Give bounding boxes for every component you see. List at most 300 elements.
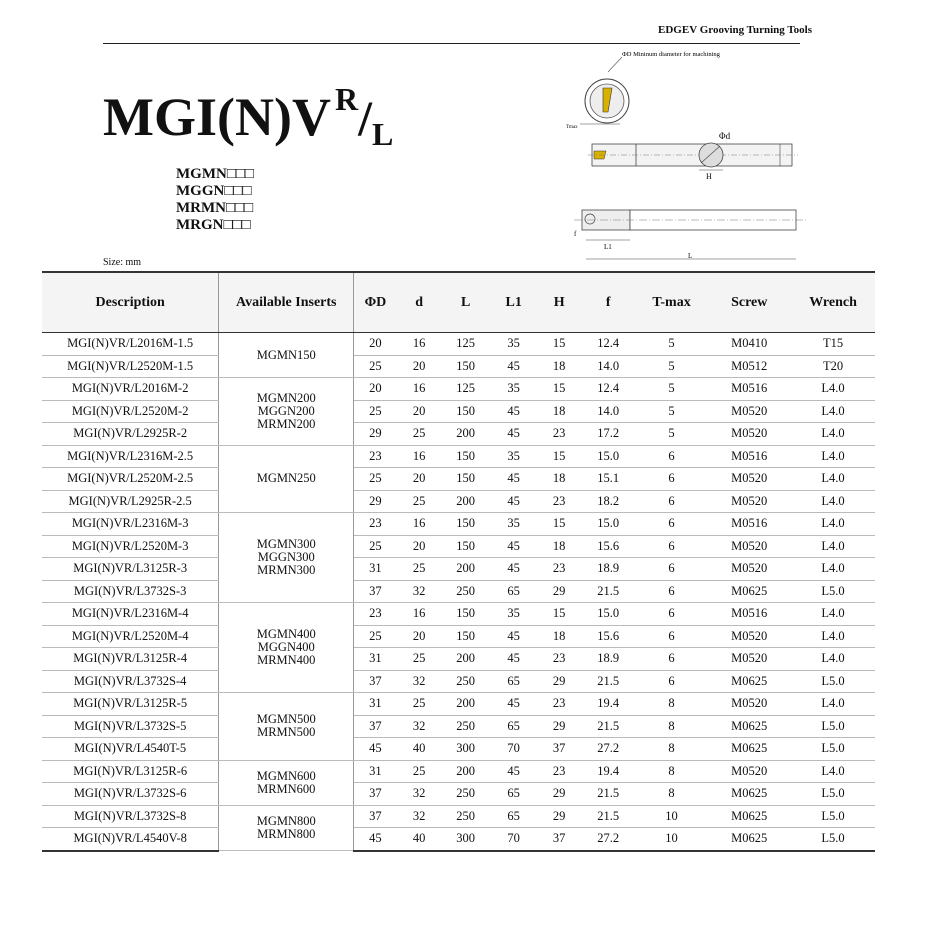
phiD-cell: 20 bbox=[354, 333, 397, 356]
inserts-cell bbox=[219, 378, 354, 446]
screw-cell: M0520 bbox=[707, 625, 791, 648]
phiD-cell: 37 bbox=[354, 805, 397, 828]
L1-cell: 45 bbox=[490, 760, 538, 783]
d-cell: 25 bbox=[397, 558, 442, 581]
L-cell: 150 bbox=[442, 400, 490, 423]
description-cell: MGI(N)VR/L3732S-6 bbox=[42, 783, 219, 806]
L1-cell: 45 bbox=[490, 535, 538, 558]
wrench-cell: L4.0 bbox=[791, 693, 875, 716]
L1-cell: 35 bbox=[490, 445, 538, 468]
tmax-cell: 6 bbox=[636, 580, 708, 603]
tmax-cell: 5 bbox=[636, 378, 708, 401]
wrench-cell: L5.0 bbox=[791, 670, 875, 693]
H-cell: 37 bbox=[538, 738, 581, 761]
phiD-cell: 25 bbox=[354, 355, 397, 378]
L-cell: 200 bbox=[442, 423, 490, 446]
description-cell: MGI(N)VR/L3732S-5 bbox=[42, 715, 219, 738]
phiD-cell: 31 bbox=[354, 558, 397, 581]
col-header: d bbox=[397, 272, 442, 333]
H-cell: 23 bbox=[538, 558, 581, 581]
phiD-cell: 37 bbox=[354, 580, 397, 603]
d-cell: 40 bbox=[397, 738, 442, 761]
L-cell: 150 bbox=[442, 625, 490, 648]
description-cell: MGI(N)VR/L4540T-5 bbox=[42, 738, 219, 761]
wrench-cell: L4.0 bbox=[791, 535, 875, 558]
spec-table bbox=[42, 271, 875, 852]
phiD-cell: 25 bbox=[354, 400, 397, 423]
phid-label: Φd bbox=[719, 131, 731, 141]
H-cell: 29 bbox=[538, 805, 581, 828]
L1-cell: 45 bbox=[490, 468, 538, 491]
size-note: Size: mm bbox=[103, 257, 142, 268]
f-cell: 27.2 bbox=[581, 738, 636, 761]
f-cell: 27.2 bbox=[581, 828, 636, 851]
description-cell: MGI(N)VR/L3732S-4 bbox=[42, 670, 219, 693]
L-cell: 150 bbox=[442, 445, 490, 468]
f-cell: 15.6 bbox=[581, 535, 636, 558]
L1-cell: 45 bbox=[490, 558, 538, 581]
tmax-cell: 6 bbox=[636, 468, 708, 491]
d-cell: 25 bbox=[397, 693, 442, 716]
inserts-cell bbox=[219, 513, 354, 603]
screw-cell: M0625 bbox=[707, 580, 791, 603]
table-row bbox=[42, 670, 875, 693]
tmax-cell: 8 bbox=[636, 715, 708, 738]
d-cell: 20 bbox=[397, 468, 442, 491]
wrench-cell: L4.0 bbox=[791, 513, 875, 536]
f-cell: 14.0 bbox=[581, 400, 636, 423]
L1-cell: 45 bbox=[490, 423, 538, 446]
col-header: Wrench bbox=[791, 272, 875, 333]
col-header: Available Inserts bbox=[219, 272, 354, 333]
description-cell: MGI(N)VR/L3732S-8 bbox=[42, 805, 219, 828]
tmax-cell: 6 bbox=[636, 625, 708, 648]
d-cell: 32 bbox=[397, 805, 442, 828]
H-cell: 29 bbox=[538, 783, 581, 806]
table-row bbox=[42, 693, 875, 716]
L-cell: 125 bbox=[442, 378, 490, 401]
f-cell: 21.5 bbox=[581, 805, 636, 828]
phiD-cell: 25 bbox=[354, 468, 397, 491]
insert-code: MGMN400 bbox=[256, 627, 316, 641]
screw-cell: M0520 bbox=[707, 693, 791, 716]
wrench-cell: L4.0 bbox=[791, 603, 875, 626]
f-cell: 21.5 bbox=[581, 715, 636, 738]
description-cell: MGI(N)VR/L2520M-2.5 bbox=[42, 468, 219, 491]
phiD-cell: 23 bbox=[354, 513, 397, 536]
f-cell: 21.5 bbox=[581, 580, 636, 603]
code-item: MGGN□□□ bbox=[176, 183, 252, 199]
inserts-cell bbox=[219, 445, 354, 513]
table-row bbox=[42, 445, 875, 468]
tmax-cell: 8 bbox=[636, 760, 708, 783]
H-cell: 23 bbox=[538, 490, 581, 513]
screw-cell: M0516 bbox=[707, 378, 791, 401]
inserts-cell bbox=[219, 693, 354, 761]
H-cell: 15 bbox=[538, 333, 581, 356]
f-cell: 17.2 bbox=[581, 423, 636, 446]
f-cell: 15.0 bbox=[581, 603, 636, 626]
L1-cell: 70 bbox=[490, 738, 538, 761]
tmax-cell: 5 bbox=[636, 333, 708, 356]
H-cell: 18 bbox=[538, 468, 581, 491]
wrench-cell: L5.0 bbox=[791, 828, 875, 851]
table-row bbox=[42, 355, 875, 378]
screw-cell: M0516 bbox=[707, 513, 791, 536]
insert-code: MGMN500 bbox=[256, 712, 316, 727]
H-cell: 23 bbox=[538, 760, 581, 783]
f-label: f bbox=[574, 230, 577, 238]
screw-cell: M0520 bbox=[707, 423, 791, 446]
wrench-cell: L4.0 bbox=[791, 400, 875, 423]
H-cell: 18 bbox=[538, 535, 581, 558]
phiD-cell: 23 bbox=[354, 445, 397, 468]
insert-code: MRMN600 bbox=[257, 781, 316, 796]
inserts-cell bbox=[219, 760, 354, 805]
L1-cell: 65 bbox=[490, 715, 538, 738]
L1-cell: 65 bbox=[490, 783, 538, 806]
d-cell: 25 bbox=[397, 423, 442, 446]
L-cell: 250 bbox=[442, 805, 490, 828]
L1-cell: 65 bbox=[490, 580, 538, 603]
L1-cell: 65 bbox=[490, 670, 538, 693]
screw-cell: M0520 bbox=[707, 535, 791, 558]
d-cell: 32 bbox=[397, 670, 442, 693]
L-cell: 250 bbox=[442, 783, 490, 806]
table-row bbox=[42, 603, 875, 626]
phiD-cell: 29 bbox=[354, 490, 397, 513]
d-cell: 16 bbox=[397, 513, 442, 536]
insert-code: MGMN300 bbox=[256, 537, 316, 551]
col-header: ΦD bbox=[354, 272, 397, 333]
description-cell: MGI(N)VR/L3125R-3 bbox=[42, 558, 219, 581]
description-cell: MGI(N)VR/L2520M-4 bbox=[42, 625, 219, 648]
phiD-cell: 31 bbox=[354, 760, 397, 783]
col-header: L bbox=[442, 272, 490, 333]
H-cell: 18 bbox=[538, 355, 581, 378]
code-item: MGMN□□□ bbox=[176, 166, 254, 182]
d-cell: 20 bbox=[397, 625, 442, 648]
L-cell: 300 bbox=[442, 828, 490, 851]
inserts-cell bbox=[219, 333, 354, 378]
title-slash: / bbox=[358, 90, 372, 146]
description-cell: MGI(N)VR/L2520M-1.5 bbox=[42, 355, 219, 378]
H-cell: 23 bbox=[538, 423, 581, 446]
L1-cell: 35 bbox=[490, 333, 538, 356]
description-cell: MGI(N)VR/L3125R-6 bbox=[42, 760, 219, 783]
screw-cell: M0520 bbox=[707, 468, 791, 491]
wrench-cell: L4.0 bbox=[791, 468, 875, 491]
description-cell: MGI(N)VR/L2316M-2.5 bbox=[42, 445, 219, 468]
screw-cell: M0625 bbox=[707, 670, 791, 693]
wrench-cell: L5.0 bbox=[791, 805, 875, 828]
description-cell: MGI(N)VR/L3125R-5 bbox=[42, 693, 219, 716]
phiD-cell: 23 bbox=[354, 603, 397, 626]
insert-code: MGGN400 bbox=[257, 640, 315, 654]
d-cell: 20 bbox=[397, 535, 442, 558]
table-header-row bbox=[42, 272, 875, 333]
header-rule bbox=[103, 43, 800, 44]
H-cell: 18 bbox=[538, 400, 581, 423]
H-cell: 15 bbox=[538, 603, 581, 626]
insert-code: MGMN250 bbox=[256, 471, 316, 486]
table-row bbox=[42, 513, 875, 536]
d-cell: 32 bbox=[397, 783, 442, 806]
phiD-label: ΦD Mininum diameter for machining bbox=[622, 51, 720, 58]
product-title bbox=[103, 81, 394, 155]
screw-cell: M0520 bbox=[707, 558, 791, 581]
tmax-cell: 6 bbox=[636, 445, 708, 468]
description-cell: MGI(N)VR/L4540V-8 bbox=[42, 828, 219, 851]
tmax-cell: 6 bbox=[636, 648, 708, 671]
phiD-cell: 25 bbox=[354, 535, 397, 558]
inserts-cell bbox=[219, 603, 354, 693]
H-cell: 29 bbox=[538, 580, 581, 603]
f-cell: 18.9 bbox=[581, 648, 636, 671]
insert-code: MGGN200 bbox=[257, 403, 315, 418]
wrench-cell: T15 bbox=[791, 333, 875, 356]
insert-code: MGGN300 bbox=[257, 550, 315, 564]
H-cell: 15 bbox=[538, 513, 581, 536]
tmax-cell: 6 bbox=[636, 490, 708, 513]
table-row bbox=[42, 738, 875, 761]
tmax-label: Tmax bbox=[566, 125, 578, 130]
wrench-cell: L4.0 bbox=[791, 760, 875, 783]
insert-code: MRMN800 bbox=[257, 826, 316, 841]
screw-cell: M0516 bbox=[707, 445, 791, 468]
L-cell: 150 bbox=[442, 468, 490, 491]
L1-cell: 45 bbox=[490, 648, 538, 671]
tmax-cell: 8 bbox=[636, 693, 708, 716]
H-cell: 18 bbox=[538, 625, 581, 648]
f-cell: 21.5 bbox=[581, 670, 636, 693]
description-cell: MGI(N)VR/L2520M-3 bbox=[42, 535, 219, 558]
d-cell: 16 bbox=[397, 333, 442, 356]
L1-cell: 35 bbox=[490, 603, 538, 626]
H-cell: 23 bbox=[538, 693, 581, 716]
f-cell: 15.6 bbox=[581, 625, 636, 648]
insert-code: MGMN200 bbox=[256, 390, 316, 405]
wrench-cell: L5.0 bbox=[791, 580, 875, 603]
phiD-cell: 45 bbox=[354, 828, 397, 851]
wrench-cell: T20 bbox=[791, 355, 875, 378]
insert-code: MGMN150 bbox=[256, 347, 316, 362]
tmax-cell: 5 bbox=[636, 400, 708, 423]
tool-diagram bbox=[560, 46, 810, 266]
L1-cell: 45 bbox=[490, 355, 538, 378]
L1-cell: 35 bbox=[490, 513, 538, 536]
table-row bbox=[42, 400, 875, 423]
screw-cell: M0625 bbox=[707, 738, 791, 761]
wrench-cell: L4.0 bbox=[791, 490, 875, 513]
L-cell: 200 bbox=[442, 558, 490, 581]
screw-cell: M0520 bbox=[707, 400, 791, 423]
L-cell: 200 bbox=[442, 648, 490, 671]
brand-header: EDGEV Grooving Turning Tools bbox=[658, 24, 812, 36]
code-item: MRMN□□□ bbox=[176, 200, 254, 216]
f-cell: 19.4 bbox=[581, 760, 636, 783]
insert-code: MRMN400 bbox=[257, 653, 316, 667]
description-cell: MGI(N)VR/L2925R-2.5 bbox=[42, 490, 219, 513]
insert-code-list bbox=[176, 166, 254, 234]
table-row bbox=[42, 535, 875, 558]
col-header: T-max bbox=[636, 272, 708, 333]
L-cell: 300 bbox=[442, 738, 490, 761]
H-cell: 29 bbox=[538, 715, 581, 738]
screw-cell: M0520 bbox=[707, 760, 791, 783]
description-cell: MGI(N)VR/L3125R-4 bbox=[42, 648, 219, 671]
d-cell: 25 bbox=[397, 648, 442, 671]
table-row bbox=[42, 805, 875, 828]
description-cell: MGI(N)VR/L2316M-4 bbox=[42, 603, 219, 626]
table-row bbox=[42, 715, 875, 738]
table-row bbox=[42, 490, 875, 513]
wrench-cell: L4.0 bbox=[791, 558, 875, 581]
H-cell: 29 bbox=[538, 670, 581, 693]
col-header: Description bbox=[42, 272, 219, 333]
f-cell: 15.0 bbox=[581, 445, 636, 468]
tmax-cell: 6 bbox=[636, 603, 708, 626]
description-cell: MGI(N)VR/L3732S-3 bbox=[42, 580, 219, 603]
col-header: L1 bbox=[490, 272, 538, 333]
table-row bbox=[42, 760, 875, 783]
d-cell: 40 bbox=[397, 828, 442, 851]
f-cell: 18.2 bbox=[581, 490, 636, 513]
H-cell: 37 bbox=[538, 828, 581, 851]
wrench-cell: L4.0 bbox=[791, 648, 875, 671]
table-row bbox=[42, 423, 875, 446]
L1-cell: 70 bbox=[490, 828, 538, 851]
description-cell: MGI(N)VR/L2520M-2 bbox=[42, 400, 219, 423]
tmax-cell: 10 bbox=[636, 828, 708, 851]
f-cell: 18.9 bbox=[581, 558, 636, 581]
L-cell: 250 bbox=[442, 670, 490, 693]
phiD-cell: 31 bbox=[354, 693, 397, 716]
phiD-cell: 25 bbox=[354, 625, 397, 648]
tmax-cell: 8 bbox=[636, 738, 708, 761]
col-header: H bbox=[538, 272, 581, 333]
phiD-cell: 29 bbox=[354, 423, 397, 446]
h-label: H bbox=[706, 172, 712, 181]
title-sub: L bbox=[371, 115, 394, 152]
screw-cell: M0520 bbox=[707, 490, 791, 513]
tmax-cell: 6 bbox=[636, 513, 708, 536]
l1-label: L1 bbox=[604, 243, 612, 251]
table-row bbox=[42, 625, 875, 648]
table-row bbox=[42, 333, 875, 356]
screw-cell: M0625 bbox=[707, 715, 791, 738]
table-row bbox=[42, 558, 875, 581]
d-cell: 16 bbox=[397, 445, 442, 468]
d-cell: 25 bbox=[397, 490, 442, 513]
wrench-cell: L5.0 bbox=[791, 738, 875, 761]
phiD-cell: 20 bbox=[354, 378, 397, 401]
col-header: f bbox=[581, 272, 636, 333]
L-cell: 150 bbox=[442, 513, 490, 536]
L-cell: 150 bbox=[442, 355, 490, 378]
screw-cell: M0512 bbox=[707, 355, 791, 378]
f-cell: 14.0 bbox=[581, 355, 636, 378]
f-cell: 15.0 bbox=[581, 513, 636, 536]
L1-cell: 35 bbox=[490, 378, 538, 401]
L-cell: 250 bbox=[442, 715, 490, 738]
tmax-cell: 6 bbox=[636, 558, 708, 581]
wrench-cell: L5.0 bbox=[791, 783, 875, 806]
phiD-cell: 37 bbox=[354, 670, 397, 693]
phiD-cell: 37 bbox=[354, 715, 397, 738]
f-cell: 19.4 bbox=[581, 693, 636, 716]
phiD-cell: 45 bbox=[354, 738, 397, 761]
L1-cell: 65 bbox=[490, 805, 538, 828]
col-header: Screw bbox=[707, 272, 791, 333]
L-cell: 200 bbox=[442, 760, 490, 783]
d-cell: 25 bbox=[397, 760, 442, 783]
wrench-cell: L4.0 bbox=[791, 378, 875, 401]
screw-cell: M0625 bbox=[707, 805, 791, 828]
phiD-cell: 31 bbox=[354, 648, 397, 671]
H-cell: 15 bbox=[538, 378, 581, 401]
L-cell: 200 bbox=[442, 490, 490, 513]
tmax-cell: 10 bbox=[636, 805, 708, 828]
inserts-cell bbox=[219, 805, 354, 851]
code-item: MRGN□□□ bbox=[176, 217, 251, 233]
insert-code: MRMN500 bbox=[257, 725, 316, 740]
tmax-cell: 8 bbox=[636, 783, 708, 806]
d-cell: 32 bbox=[397, 715, 442, 738]
L-cell: 150 bbox=[442, 603, 490, 626]
screw-cell: M0410 bbox=[707, 333, 791, 356]
L1-cell: 45 bbox=[490, 400, 538, 423]
L-cell: 125 bbox=[442, 333, 490, 356]
wrench-cell: L4.0 bbox=[791, 445, 875, 468]
H-cell: 15 bbox=[538, 445, 581, 468]
description-cell: MGI(N)VR/L2016M-1.5 bbox=[42, 333, 219, 356]
f-cell: 12.4 bbox=[581, 378, 636, 401]
tmax-cell: 6 bbox=[636, 535, 708, 558]
screw-cell: M0516 bbox=[707, 603, 791, 626]
screw-cell: M0625 bbox=[707, 828, 791, 851]
L1-cell: 45 bbox=[490, 625, 538, 648]
f-cell: 21.5 bbox=[581, 783, 636, 806]
f-cell: 12.4 bbox=[581, 333, 636, 356]
d-cell: 20 bbox=[397, 400, 442, 423]
d-cell: 32 bbox=[397, 580, 442, 603]
L1-cell: 45 bbox=[490, 490, 538, 513]
table-row bbox=[42, 468, 875, 491]
tmax-cell: 6 bbox=[636, 670, 708, 693]
L-cell: 250 bbox=[442, 580, 490, 603]
table-row bbox=[42, 648, 875, 671]
L1-cell: 45 bbox=[490, 693, 538, 716]
f-cell: 15.1 bbox=[581, 468, 636, 491]
title-sup: R bbox=[334, 81, 359, 117]
d-cell: 16 bbox=[397, 378, 442, 401]
tmax-cell: 5 bbox=[636, 423, 708, 446]
l-label: L bbox=[688, 252, 693, 260]
table-row bbox=[42, 580, 875, 603]
wrench-cell: L4.0 bbox=[791, 625, 875, 648]
title-main: MGI(N)V bbox=[103, 87, 331, 147]
insert-code: MGMN800 bbox=[256, 813, 316, 828]
wrench-cell: L5.0 bbox=[791, 715, 875, 738]
description-cell: MGI(N)VR/L2316M-3 bbox=[42, 513, 219, 536]
d-cell: 20 bbox=[397, 355, 442, 378]
L-cell: 150 bbox=[442, 535, 490, 558]
d-cell: 16 bbox=[397, 603, 442, 626]
table-row bbox=[42, 783, 875, 806]
screw-cell: M0520 bbox=[707, 648, 791, 671]
insert-code: MGMN600 bbox=[256, 768, 316, 783]
